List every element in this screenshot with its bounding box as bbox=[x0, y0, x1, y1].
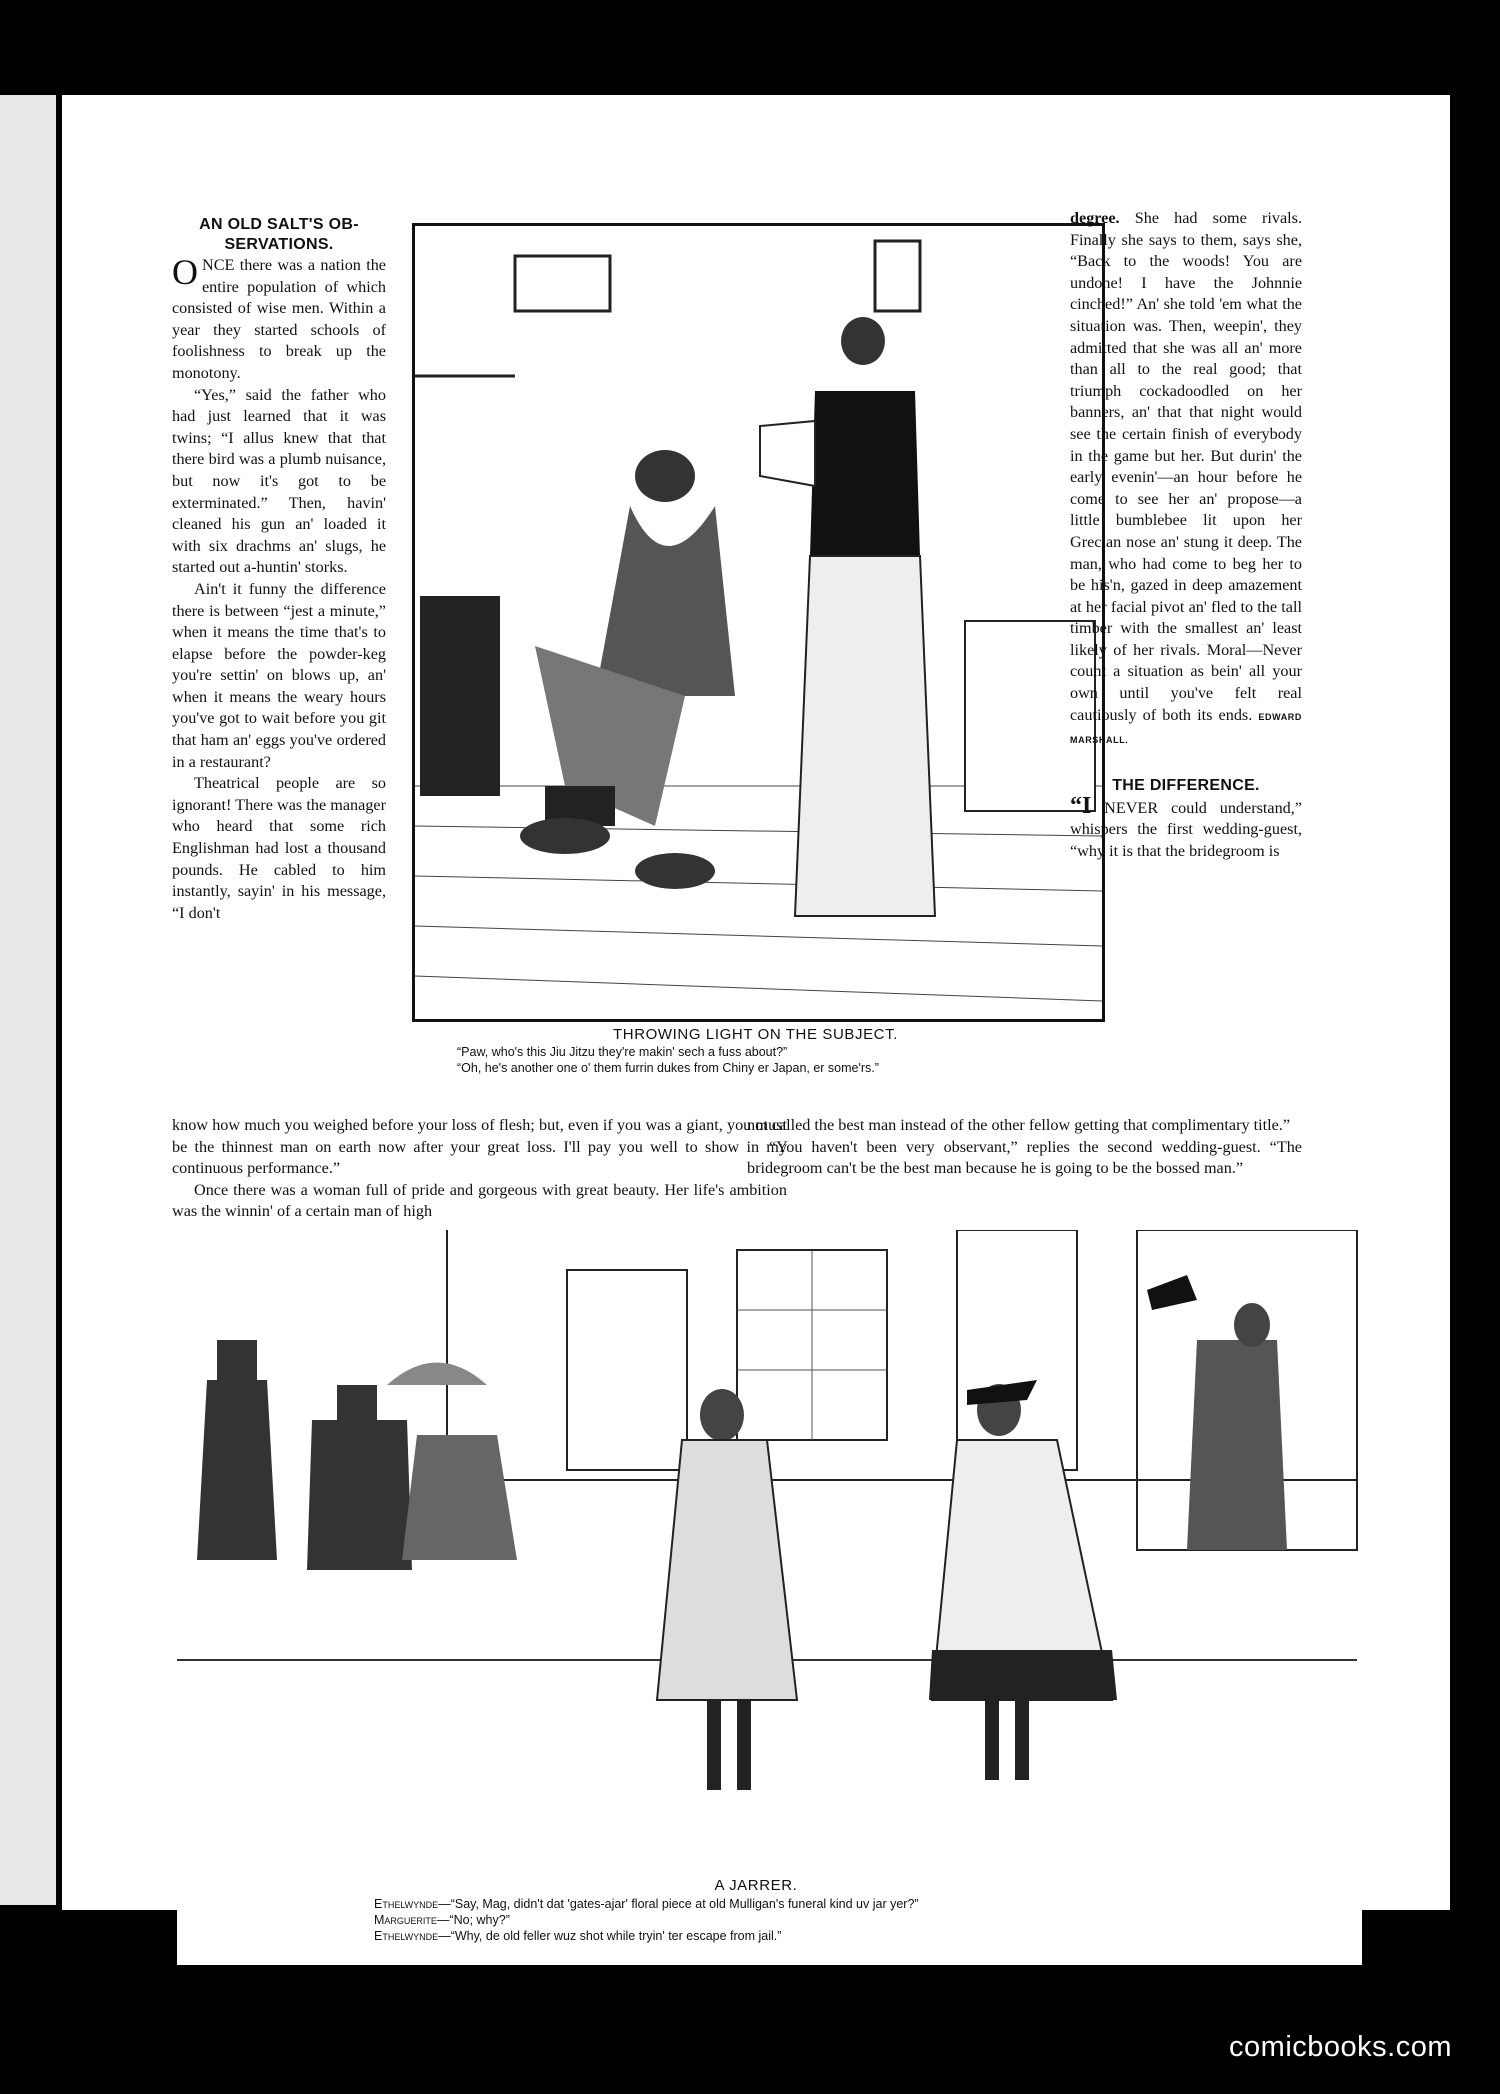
interior-scene-drawing bbox=[415, 226, 1102, 1019]
speaker-name: Ethelwynde bbox=[374, 1929, 439, 1943]
illustration-caption-title: THROWING LIGHT ON THE SUBJECT. bbox=[613, 1026, 898, 1043]
paragraph: Once there was a woman full of pride and gorgeous with great beauty. Her life's ambition was the winnin' of a certain man of high bbox=[172, 1180, 787, 1221]
wide-text-left bbox=[172, 1115, 787, 1223]
illustration-throwing-light bbox=[412, 223, 1105, 1022]
caption-dialogue-line: “Oh, he's another one o' them furrin dukes from Chiny er Japan, er some'rs.” bbox=[457, 1061, 879, 1075]
caption-dialogue-line bbox=[374, 1897, 919, 1911]
dialogue-text: —“Why, de old feller wuz shot while tryin' ter escape from jail.” bbox=[438, 1929, 782, 1943]
left-column bbox=[172, 215, 386, 924]
paragraph: NEVER could understand,” whispers the first wedding-guest, “why it is that the bridegroom is bbox=[1070, 798, 1302, 861]
lead-word: degree. bbox=[1070, 209, 1120, 227]
paragraph: She had some rivals. Finally she says to them, says she, “Back to the woods! You are undone! I have the Johnnie cinched!” An' she told 'em what the situation was. Then, weepin', they admitted that she was all an' more than all to the real good; that triumph cockadoodled on her banners, an' that that night would see the certain finish of everybody in the game but her. But durin' the early evenin'—an hour before he come to see her an' propose—a little bumblebee lit upon her Grecian nose an' stung it deep. The man, who had come to beg her to be his'n, gazed in deep amazement at her facial pivot an' fled to the tall timber with the smallest an' least likely of her rivals. Moral—Never count a situation as bein' all your own until you've felt real cautiously of both its ends. bbox=[1070, 209, 1302, 724]
illustration-a-jarrer bbox=[177, 1230, 1362, 1965]
watermark-text: comicbooks.com bbox=[1229, 2031, 1452, 2063]
caption-dialogue-line: “Paw, who's this Jiu Jitzu they're makin' sech a fuss about?” bbox=[457, 1045, 788, 1059]
paragraph: not called the best man instead of the other fellow getting that complimentary title.” bbox=[747, 1116, 1291, 1134]
illustration-caption-title: A JARRER. bbox=[714, 1877, 798, 1894]
previous-page-edge bbox=[0, 95, 59, 1905]
paragraph: know how much you weighed before your loss of flesh; but, even if you was a giant, you must be the thinnest man on earth now after your great loss. I'll pay you well to show in my continuous performance.” bbox=[172, 1116, 787, 1178]
paragraph: NCE there was a nation the entire population of which consisted of wise men. Within a year they started schools of foolishness to break up the monotony. bbox=[172, 256, 386, 382]
right-column bbox=[1070, 208, 1302, 863]
article-title: AN OLD SALT'S OB- SERVATIONS. bbox=[199, 216, 359, 253]
caption-dialogue-line bbox=[374, 1929, 781, 1943]
magazine-page bbox=[62, 95, 1450, 1943]
speaker-name: Marguerite bbox=[374, 1913, 437, 1927]
caption-dialogue-line bbox=[374, 1913, 510, 1927]
author-signature: EDWARD MARSHALL. bbox=[1070, 711, 1303, 746]
drop-cap: O bbox=[172, 252, 198, 292]
paragraph: “Yes,” said the father who had just learned that it was twins; “I allus knew that that there bird was a plumb nuisance, but now it's got to be exterminated.” Then, havin' cleaned his gun an' loaded it with six drachms an' slugs, he started out a-huntin' storks. bbox=[172, 385, 386, 577]
speaker-name: Ethelwynde bbox=[374, 1897, 439, 1911]
dialogue-text: —“No; why?” bbox=[436, 1913, 510, 1927]
wide-text-right bbox=[747, 1115, 1302, 1180]
drop-cap: “I bbox=[1070, 792, 1092, 819]
paragraph: Ain't it funny the difference there is between “jest a minute,” when it means the time that's to elapse before the powder-keg you're settin' on blows up, an' when it means the weary hours you've got to wait before you git that ham an' eggs you've ordered in a restaurant? bbox=[172, 579, 386, 771]
paragraph: “You haven't been very observant,” replies the second wedding-guest. “The bridegroom can't be the best man because he is going to be the bossed man.” bbox=[747, 1137, 1302, 1178]
paragraph: Theatrical people are so ignorant! There was the manager who heard that some rich Englishman had lost a thousand pounds. He cabled to him instantly, sayin' in his message, “I don't bbox=[172, 774, 386, 922]
dialogue-text: —“Say, Mag, didn't dat 'gates-ajar' floral piece at old Mulligan's funeral kind uv jar yer?” bbox=[438, 1897, 919, 1911]
article-title: THE DIFFERENCE. bbox=[1112, 776, 1260, 794]
